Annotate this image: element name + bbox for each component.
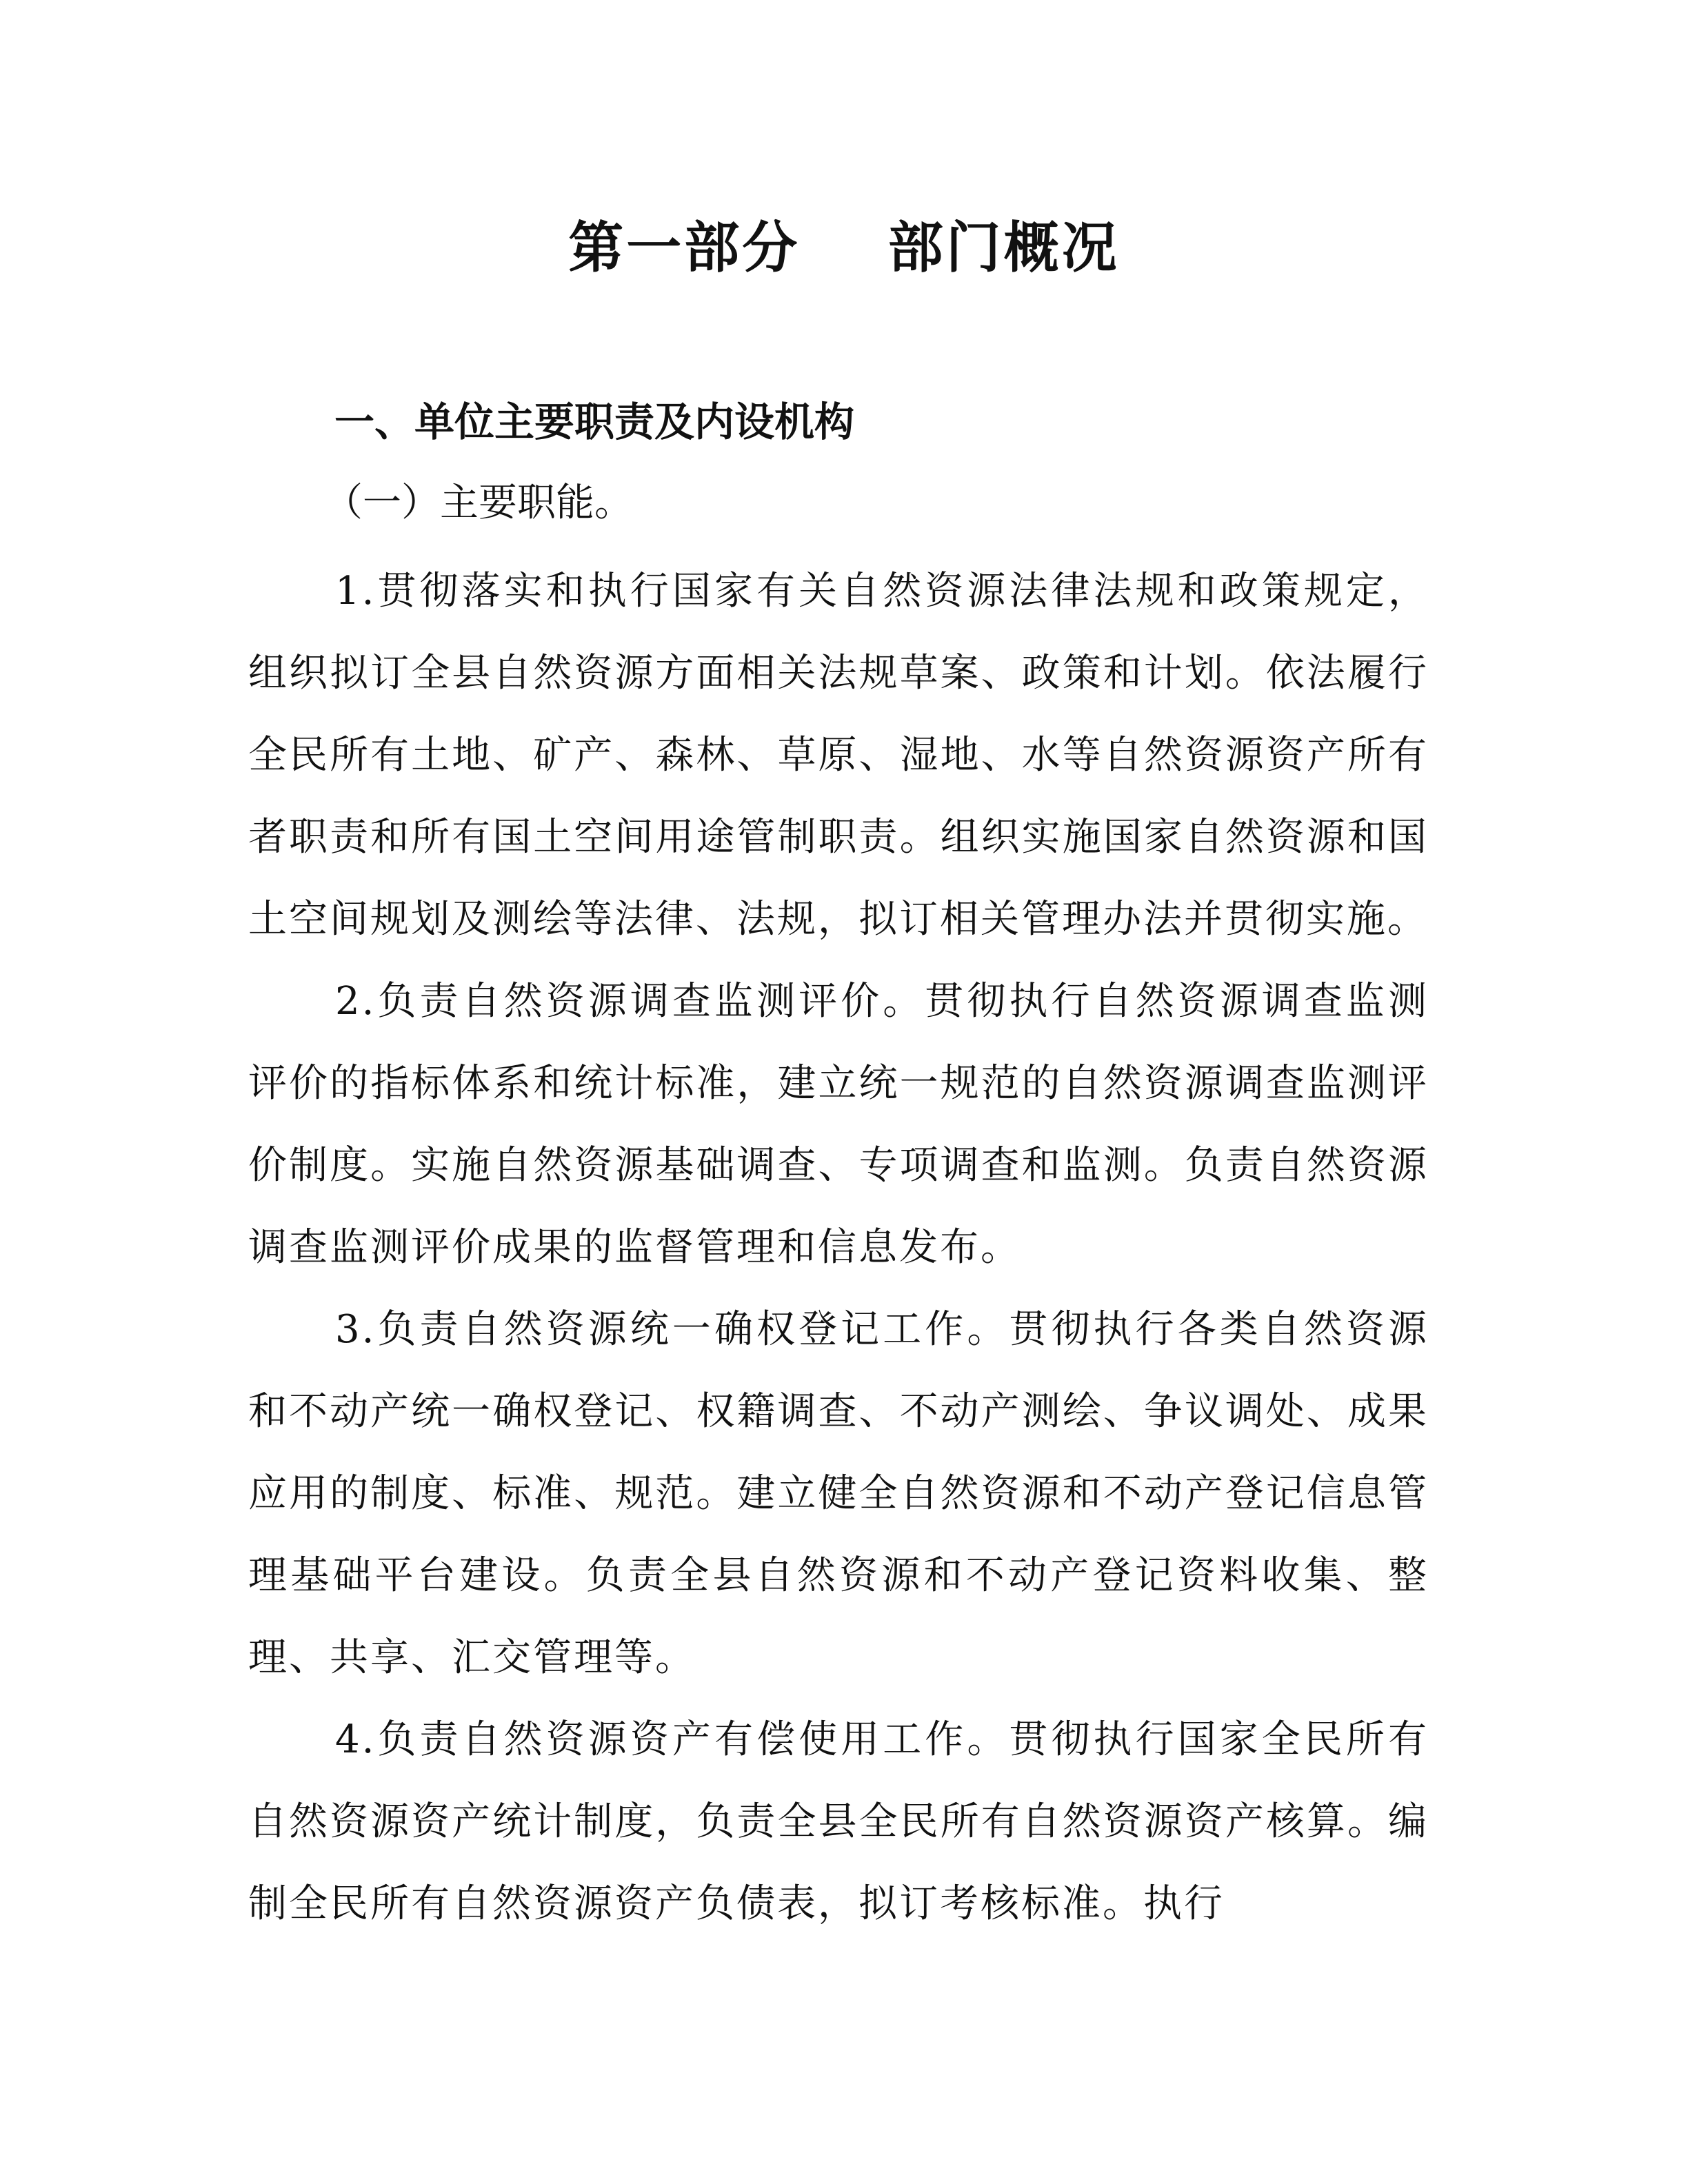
paragraph-4: 4.负责自然资源资产有偿使用工作。贯彻执行国家全民所有自然资源资产统计制度，负责全县全民所有自然资源资产核算。编制全民所有自然资源资产负债表，拟订考核标准。执行: [248, 1717, 1429, 1926]
subsection-heading: （一）主要职能。: [324, 481, 633, 525]
body-text: [248, 550, 1429, 1945]
section-heading: 一、单位主要职责及内设机构: [334, 398, 855, 445]
paragraph-3: 3.负责自然资源统一确权登记工作。贯彻执行各类自然资源和不动产统一确权登记、权籍调查、不动产测绘、争议调处、成果应用的制度、标准、规范。建立健全自然资源和不动产登记信息管理基础平台建设。负责全县自然资源和不动产登记资料收集、整理、共享、汇交管理等。: [248, 1307, 1429, 1680]
page-title: 第一部分 部门概况: [568, 216, 1120, 280]
paragraph-2: 2.负责自然资源调查监测评价。贯彻执行自然资源调查监测评价的指标体系和统计标准，建立统一规范的自然资源调查监测评价制度。实施自然资源基础调查、专项调查和监测。负责自然资源调查监测评价成果的监督管理和信息发布。: [248, 979, 1429, 1270]
paragraph-1: 1.贯彻落实和执行国家有关自然资源法律法规和政策规定，组织拟订全县自然资源方面相关法规草案、政策和计划。依法履行全民所有土地、矿产、森林、草原、湿地、水等自然资源资产所有者职责和所有国土空间用途管制职责。组织实施国家自然资源和国土空间规划及测绘等法律、法规，拟订相关管理办法并贯彻实施。: [248, 569, 1429, 942]
